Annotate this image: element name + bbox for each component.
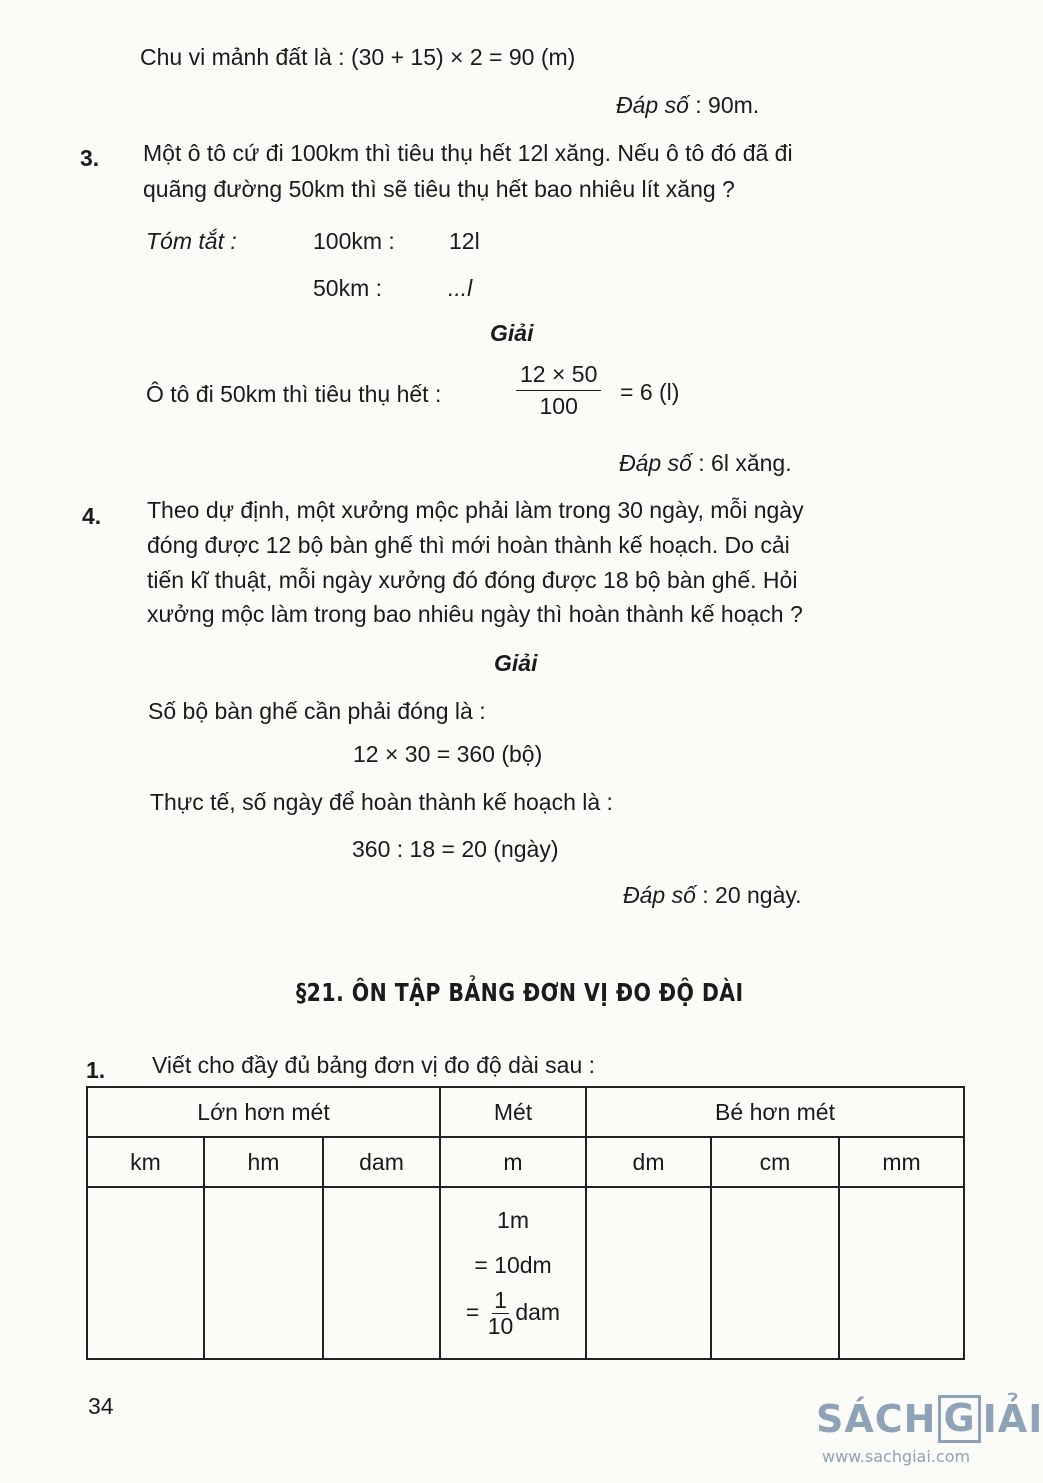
fraction-numerator: 12 × 50 [516,361,601,391]
problem-3-number: 3. [80,145,100,171]
summary-row1-right: 12l [449,228,480,254]
problem-4-text-line3: tiến kĩ thuật, mỗi ngày xưởng đó đóng được 18 bộ bàn ghế. Hỏi [147,567,798,593]
meter-line1: 1m [497,1207,529,1233]
problem-4-text-line4: xưởng mộc làm trong bao nhiêu ngày thì hoàn thành kế hoạch ? [147,601,803,627]
unit-dam: dam [323,1137,440,1187]
problem-4-text-line2: đóng được 12 bộ bàn ghế thì mới hoàn thành kế hoạch. Do cải [147,532,790,558]
meter-line3-prefix: = [465,1298,480,1325]
cell-dm-empty[interactable] [586,1187,711,1359]
unit-m: m [440,1137,586,1187]
solution-heading-3: Giải [490,320,534,346]
summary-row1-left: 100km : [313,228,395,254]
answer-perimeter [616,92,759,120]
solution-3-fraction [516,361,601,420]
logo-text-right: IẢI [982,1396,1043,1441]
exercise-1-text: Viết cho đầy đủ bảng đơn vị đo độ dài sau : [152,1052,596,1078]
answer-label: Đáp số [623,882,696,908]
summary-row2-right: ...l [448,275,473,301]
answer-value: : 90m. [688,92,760,118]
solution-3-text: Ô tô đi 50km thì tiêu thụ hết : [146,381,442,407]
cell-dam-empty[interactable] [323,1187,440,1359]
meter-line3 [466,1288,560,1340]
unit-hm: hm [204,1137,323,1187]
cell-mm-empty[interactable] [839,1187,964,1359]
exercise-1-number: 1. [86,1057,106,1083]
meter-line2: = 10dm [474,1251,552,1278]
page-number: 34 [88,1393,114,1419]
answer-label: Đáp số [616,92,689,118]
unit-mm: mm [839,1137,964,1187]
summary-label: Tóm tắt : [146,228,237,254]
header-larger-than-meter: Lớn hơn mét [87,1087,440,1137]
solution-4-step1-calc: 12 × 30 = 360 (bộ) [353,741,543,767]
unit-km: km [87,1137,204,1187]
header-meter: Mét [440,1087,586,1137]
sachgiai-logo [816,1395,1043,1443]
cell-km-empty[interactable] [87,1187,204,1359]
summary-row2-left: 50km : [313,275,383,301]
cell-m-filled [440,1187,586,1359]
meter-fraction [488,1288,514,1340]
website-watermark: www.sachgiai.com [822,1447,971,1466]
solution-4-step1-text: Số bộ bàn ghế cần phải đóng là : [148,698,486,724]
solution-4-step2-calc: 360 : 18 = 20 (ngày) [352,836,559,862]
solution-4-step2-text: Thực tế, số ngày để hoàn thành kế hoạch là : [150,789,613,815]
meter-fraction-num: 1 [494,1286,507,1313]
logo-box-letter: G [938,1395,980,1443]
answer-value: : 6l xăng. [691,450,792,476]
header-smaller-than-meter: Bé hơn mét [586,1087,964,1137]
problem-3-text-line1: Một ô tô cứ đi 100km thì tiêu thụ hết 12l xăng. Nếu ô tô đó đã đi [143,140,793,166]
answer-4 [623,882,802,910]
cell-hm-empty[interactable] [204,1187,323,1359]
fraction-denominator: 100 [539,393,578,419]
cell-cm-empty[interactable] [711,1187,839,1359]
problem-4-number: 4. [82,503,102,529]
logo-text-left: SÁCH [816,1396,937,1441]
answer-3 [619,450,792,478]
meter-line3-suffix: dam [515,1298,561,1325]
solution-heading-4: Giải [494,650,538,676]
answer-value: : 20 ngày. [695,882,802,908]
answer-label: Đáp số [619,450,692,476]
unit-dm: dm [586,1137,711,1187]
meter-fraction-den: 10 [487,1312,514,1339]
unit-cm: cm [711,1137,839,1187]
problem-4-text-line1: Theo dự định, một xưởng mộc phải làm trong 30 ngày, mỗi ngày [147,497,804,523]
length-units-table [86,1086,965,1360]
problem-3-text-line2: quãng đường 50km thì sẽ tiêu thụ hết bao nhiêu lít xăng ? [143,176,735,202]
perimeter-line: Chu vi mảnh đất là : (30 + 15) × 2 = 90 (m) [140,44,576,70]
section-title: §21. ÔN TẬP BẢNG ĐƠN VỊ ĐO ĐỘ DÀI [296,978,744,1007]
fraction-result: = 6 (l) [620,379,680,405]
